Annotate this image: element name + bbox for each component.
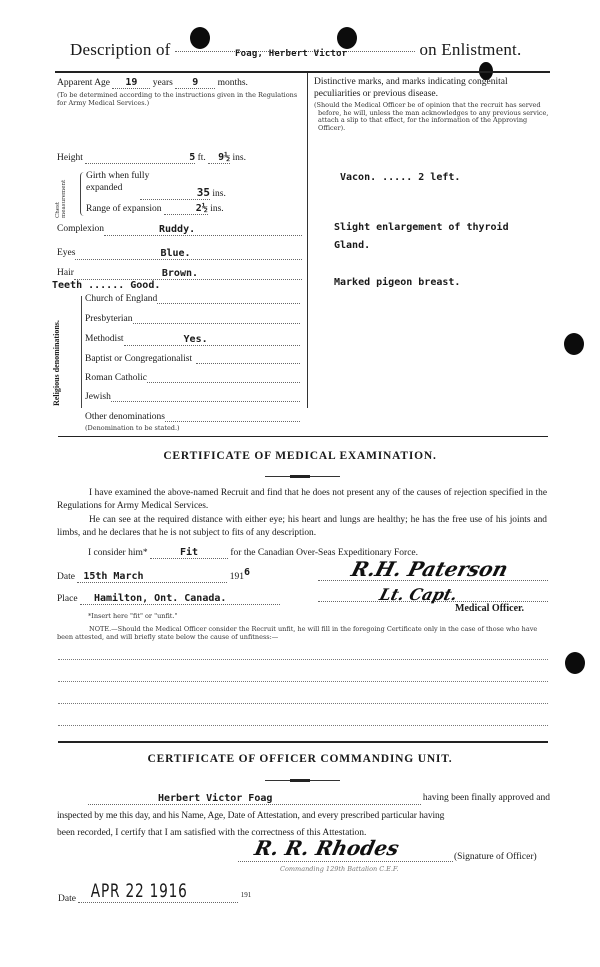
age-note: (To be determined according to the instructions given in the Regulations for Army Medical Services.) bbox=[57, 91, 298, 107]
religion-value bbox=[111, 392, 300, 402]
years-label: years bbox=[152, 78, 173, 88]
unfit-reason-line-2[interactable] bbox=[58, 681, 548, 682]
punch-hole-right-lower bbox=[565, 652, 585, 674]
medical-para-1 bbox=[57, 487, 547, 513]
religion-row-methodist bbox=[85, 334, 300, 346]
height-feet: 5 bbox=[189, 152, 196, 163]
header-rule bbox=[55, 71, 550, 73]
apparent-age-label: Apparent Age bbox=[57, 78, 111, 88]
distinctive-mark-1: Vacon. ..... 2 left. bbox=[340, 172, 461, 183]
medical-place-row bbox=[57, 593, 297, 605]
ft-label: ft. bbox=[197, 153, 206, 163]
unfit-reason-line-1[interactable] bbox=[58, 659, 548, 660]
religion-brace bbox=[81, 296, 82, 408]
medical-unfit-note-text: NOTE.—Should the Medical Officer consider the Recruit unfit, he will fill in the foregoing Certificate only in the case of those who have been attested, and will briefly state below the cause of unfitness:— bbox=[57, 625, 538, 641]
medical-para-2 bbox=[57, 514, 547, 540]
religion-label: Methodist bbox=[85, 334, 124, 344]
months-label: months. bbox=[217, 78, 248, 88]
apparent-age-row bbox=[57, 77, 302, 89]
commanding-line-1 bbox=[88, 793, 550, 805]
religion-label: Church of England bbox=[85, 294, 158, 304]
commanding-date-label: Date bbox=[58, 894, 76, 904]
commanding-signature-label: (Signature of Officer) bbox=[454, 852, 537, 862]
medical-officer-signature: R.H. Paterson bbox=[348, 557, 511, 581]
column-divider bbox=[307, 73, 308, 408]
commanding-date-row bbox=[58, 880, 251, 903]
range-value: 2½ bbox=[195, 203, 208, 214]
girth-value: 35 bbox=[196, 186, 210, 199]
religion-row-church-of-england bbox=[85, 294, 300, 304]
commanding-signature-line bbox=[238, 861, 453, 862]
complexion-row bbox=[57, 224, 302, 236]
religion-value bbox=[196, 354, 300, 364]
teeth-typed-entry: Teeth ...... Good. bbox=[52, 280, 161, 291]
medical-officer-rank: Lt. Capt. bbox=[377, 585, 460, 604]
eyes-value: Blue. bbox=[160, 248, 191, 259]
height-label: Height bbox=[57, 153, 83, 163]
religion-label: Baptist or Congregationalist bbox=[85, 354, 193, 364]
medical-place-value: Hamilton, Ont. Canada. bbox=[93, 593, 227, 604]
title-name-field bbox=[175, 49, 415, 59]
religion-label: Roman Catholic bbox=[85, 373, 148, 383]
religion-group-text: Religious denominations. bbox=[52, 320, 61, 406]
medical-unfit-note bbox=[57, 626, 549, 641]
apparent-age-months: 9 bbox=[192, 77, 199, 88]
religion-label: Presbyterian bbox=[85, 314, 133, 324]
range-label: Range of expansion bbox=[86, 204, 162, 214]
distinctive-marks-note: (Should the Medical Officer be of opinion that the recruit has served before, he will, unless the man acknowledges to any previous service, attach a slip to that effect, for the information of the Approving Officer). bbox=[314, 101, 549, 132]
chest-group-label: Chest measurement bbox=[55, 179, 67, 218]
punch-hole-right-middle bbox=[564, 333, 584, 355]
commanding-certificate-title: CERTIFICATE OF OFFICER COMMANDING UNIT. bbox=[147, 753, 453, 765]
methodist-value: Yes. bbox=[183, 334, 208, 345]
religion-label: Jewish bbox=[85, 392, 111, 402]
title-prefix: Description of bbox=[70, 40, 171, 59]
commanding-date-stamp: APR 22 1916 bbox=[91, 880, 188, 902]
eyes-label: Eyes bbox=[57, 248, 76, 258]
unfit-reason-line-3[interactable] bbox=[58, 703, 548, 704]
distinctive-mark-3: Gland. bbox=[334, 240, 371, 251]
medical-date-label: Date bbox=[57, 572, 75, 582]
commanding-year-prefix: 191 bbox=[240, 891, 252, 899]
hair-row bbox=[57, 268, 302, 280]
complexion-label: Complexion bbox=[57, 224, 104, 234]
girth-unit: ins. bbox=[212, 189, 226, 199]
chest-brace bbox=[80, 172, 85, 216]
religion-row-other bbox=[85, 412, 300, 422]
distinctive-marks-heading: Distinctive marks, and marks indicating congenital peculiarities or previous disease. bbox=[314, 77, 508, 99]
eyes-row bbox=[57, 248, 302, 260]
distinctive-mark-2: Slight enlargement of thyroid bbox=[334, 222, 509, 233]
distinctive-mark-4: Marked pigeon breast. bbox=[334, 277, 461, 288]
medical-year-value: 6 bbox=[243, 567, 250, 578]
religion-value bbox=[147, 373, 300, 383]
height-row bbox=[57, 152, 302, 164]
religion-value bbox=[165, 412, 300, 422]
religion-row-jewish bbox=[85, 392, 300, 402]
complexion-value: Ruddy. bbox=[158, 224, 196, 235]
insert-note: *Insert here "fit" or "unfit." bbox=[88, 612, 178, 620]
medical-officer-label: Medical Officer. bbox=[455, 603, 525, 614]
hair-value: Brown. bbox=[161, 268, 199, 279]
commanding-line-2: inspected by me this day, and his Name, Age, Date of Attestation, and every prescribed particular having bbox=[57, 811, 445, 821]
fitness-value: Fit bbox=[179, 547, 199, 558]
unfit-reason-line-4[interactable] bbox=[58, 725, 548, 726]
commanding-line-3: been recorded, I certify that I am satisfied with the correctness of this Attestation. bbox=[57, 828, 367, 838]
girth-value-row bbox=[140, 186, 226, 200]
hair-label: Hair bbox=[57, 268, 74, 278]
religion-value bbox=[157, 294, 300, 304]
other-denomination-note: (Denomination to be stated.) bbox=[85, 424, 180, 432]
medical-certificate-title: CERTIFICATE OF MEDICAL EXAMINATION. bbox=[163, 450, 437, 462]
medical-place-label: Place bbox=[57, 594, 78, 604]
medical-year-prefix: 191 bbox=[229, 572, 244, 582]
religion-value bbox=[133, 314, 301, 324]
religion-row-presbyterian bbox=[85, 314, 300, 324]
ins-label: ins. bbox=[232, 153, 247, 163]
section-rule-2 bbox=[58, 741, 548, 743]
consider-prefix: I consider him* bbox=[88, 548, 148, 558]
range-row bbox=[86, 203, 301, 215]
medical-title-ornament-bar bbox=[290, 475, 310, 478]
apparent-age-years: 19 bbox=[125, 77, 138, 88]
girth-label: Girth when fully expanded bbox=[86, 171, 150, 193]
commanding-text-1: having been finally approved and bbox=[422, 793, 550, 803]
religion-row-roman-catholic bbox=[85, 373, 300, 383]
commanding-recruit-name: Herbert Victor Foag bbox=[158, 793, 273, 804]
consider-suffix: for the Canadian Over-Seas Expeditionary Force. bbox=[230, 548, 419, 558]
religion-group-label bbox=[52, 318, 61, 408]
medical-para-2-text: He can see at the required distance with either eye; his heart and lungs are healthy; he has the free use of his joints and limbs, and he declares that he is not subject to fits of any description. bbox=[57, 515, 547, 538]
commanding-officer-signature: R. R. Rhodes bbox=[252, 836, 402, 860]
range-unit: ins. bbox=[210, 204, 224, 214]
document-title bbox=[70, 40, 522, 60]
medical-date-row bbox=[57, 567, 287, 583]
medical-date-value: 15th March bbox=[83, 571, 144, 582]
religion-label: Other denominations bbox=[85, 412, 165, 422]
religion-row-baptist bbox=[85, 354, 300, 364]
recruit-name: Foag, Herbert Victor bbox=[234, 49, 348, 59]
commanding-signature-subtitle: Commanding 129th Battalion C.E.F. bbox=[280, 865, 399, 873]
commanding-title-ornament-bar bbox=[290, 779, 310, 782]
title-suffix: on Enlistment. bbox=[419, 40, 522, 59]
height-inches: 9½ bbox=[218, 152, 231, 163]
section-rule-1 bbox=[58, 436, 548, 437]
medical-para-1-text: I have examined the above-named Recruit and find that he does not present any of the causes of rejection specified in the Regulations for Army Medical Services. bbox=[57, 488, 547, 511]
